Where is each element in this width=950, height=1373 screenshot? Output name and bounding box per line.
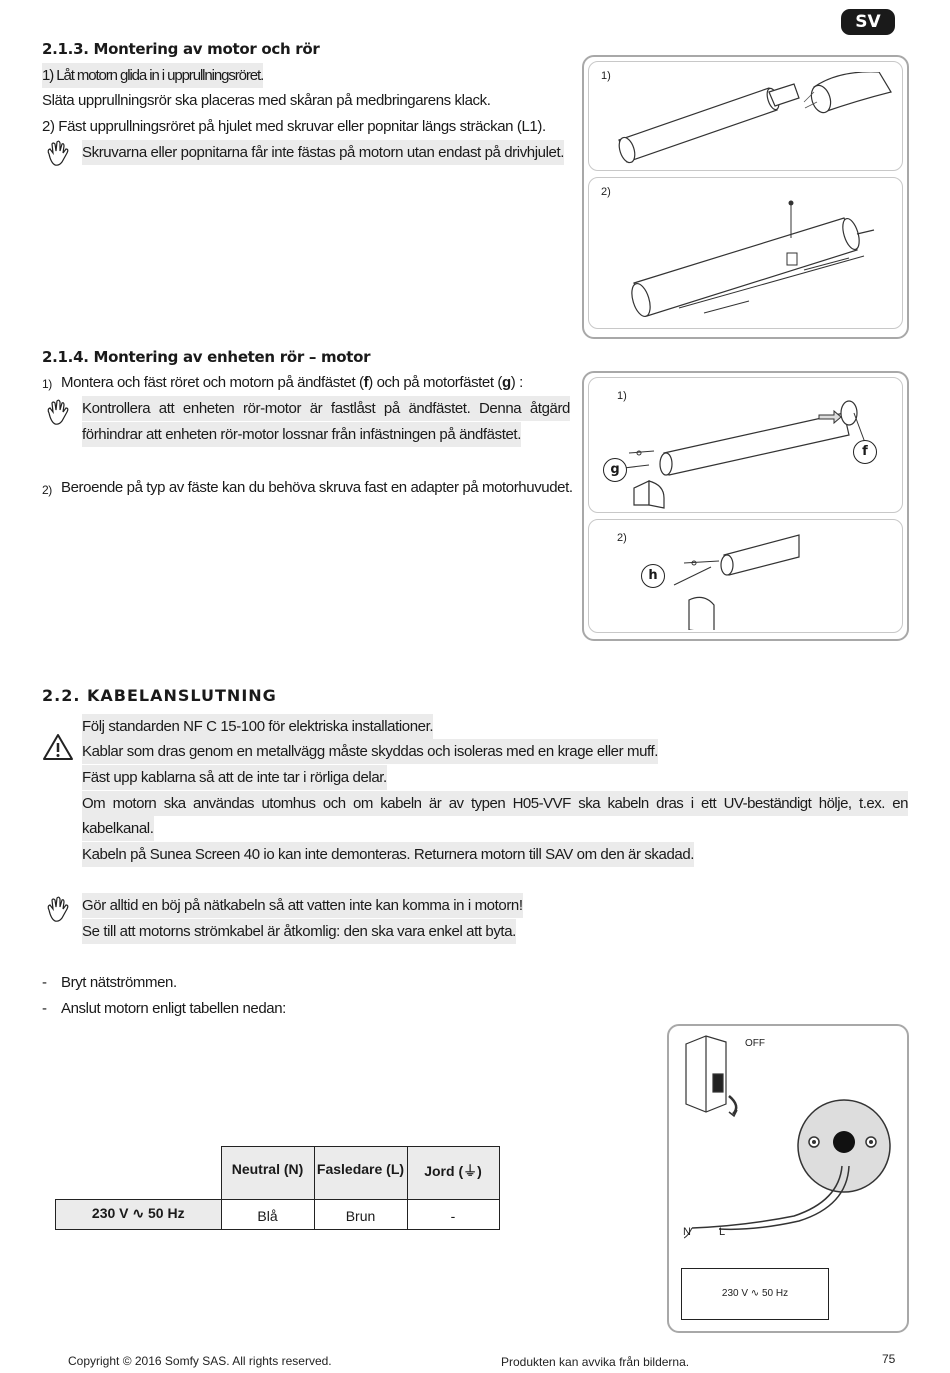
tube-screwing-illustration xyxy=(619,198,889,323)
supply-box xyxy=(681,1268,829,1320)
supply-label: 230 V ∿ 50 Hz xyxy=(721,1288,789,1299)
figure-subpanel-2 xyxy=(588,177,903,329)
footer-copyright: Copyright © 2016 Somfy SAS. All rights reserved. xyxy=(68,1354,332,1368)
s22-warning-3: Fäst upp kablarna så att de inte tar i rörliga delar. xyxy=(82,765,387,790)
bullet-dash: - xyxy=(42,974,47,991)
s22-warning-1: Följ standarden NF C 15-100 för elektriska installationer. xyxy=(82,714,433,739)
s213-line2: Släta upprullningsrör ska placeras med skåran på medbringarens klack. xyxy=(42,92,491,109)
section-heading-2-2: 2.2. KABELANSLUTNING xyxy=(42,686,277,705)
s22-bullet-1: Bryt nätströmmen. xyxy=(61,974,177,991)
table-header-row xyxy=(56,1147,500,1200)
table-header-cell: Fasledare (L) xyxy=(314,1147,407,1200)
s22-note-1: Gör alltid en böj på nätkabeln så att vatten inte kan komma in i motorn! xyxy=(82,893,523,918)
bullet-dash: - xyxy=(42,1000,47,1017)
s214-step1-text-c: ) : xyxy=(510,374,523,391)
table-cell: - xyxy=(407,1199,499,1229)
adapter-illustration xyxy=(649,525,899,630)
s22-bullet-2: Anslut motorn enligt tabellen nedan: xyxy=(61,1000,286,1017)
off-label: OFF xyxy=(745,1038,765,1049)
fig-step-label: 2) xyxy=(617,532,627,544)
table-row xyxy=(56,1199,500,1229)
s214-step1-text-a: Montera och fäst röret och motorn på ändfästet ( xyxy=(61,374,364,391)
s22-warning-5: Kabeln på Sunea Screen 40 io kan inte demonteras. Returnera motorn till SAV om den är skadad. xyxy=(82,842,694,867)
figure-subpanel-1 xyxy=(588,61,903,171)
s213-line3: 2) Fäst upprullningsröret på hjulet med skruvar eller popnitar längs sträckan (L1). xyxy=(42,118,546,135)
s214-step1-text-b: ) och på motorfästet ( xyxy=(368,374,503,391)
language-badge: SV xyxy=(841,9,895,35)
motor-into-tube-illustration xyxy=(609,72,899,167)
callout-f: f xyxy=(853,440,877,464)
s214-step1 xyxy=(61,370,523,395)
callout-h: h xyxy=(641,564,665,588)
table-cell: Brun xyxy=(314,1199,407,1229)
s22-note-2: Se till att motorns strömkabel är åtkomlig: den ska vara enkel att byta. xyxy=(82,919,516,944)
s213-line1: 1) Låt motorn glida in i upprullningsröret. xyxy=(42,63,263,88)
callout-g: g xyxy=(603,458,627,482)
hand-icon xyxy=(44,399,74,427)
connection-table xyxy=(55,1146,500,1230)
s214-step1-f: f xyxy=(363,374,369,391)
neutral-wire-label: N xyxy=(683,1226,691,1238)
page-number: 75 xyxy=(882,1352,896,1366)
fig-step-label: 2) xyxy=(601,186,611,198)
phase-wire-label: L xyxy=(719,1226,726,1238)
fig-step-label: 1) xyxy=(617,390,627,402)
hand-icon xyxy=(44,896,74,924)
motor-head-icon xyxy=(684,1066,894,1241)
table-header-cell: Jord (⏚) xyxy=(407,1147,499,1200)
figure-tube-assembly xyxy=(582,55,909,339)
s214-step1-number: 1) xyxy=(42,377,52,391)
hand-icon xyxy=(44,140,74,168)
s22-warning-4a: Om motorn ska användas utomhus och om kabeln är av typen H05-VVF ska kabeln dras i ett UV-beständigt hölje, t.ex. en xyxy=(82,791,908,816)
s22-warning-2: Kablar som dras genom en metallvägg måste skyddas och isoleras med en krage eller muff. xyxy=(82,739,658,764)
s214-step2-number: 2) xyxy=(42,483,52,497)
fig-step-label: 1) xyxy=(601,70,611,82)
s213-note: Skruvarna eller popnitarna får inte fästas på motorn utan endast på drivhjulet. xyxy=(82,140,564,165)
s22-warning-4b: kabelkanal. xyxy=(82,816,154,841)
table-header-cell: Neutral (N) xyxy=(221,1147,314,1200)
warning-icon xyxy=(42,733,74,761)
section-heading-2-1-4: 2.1.4. Montering av enheten rör – motor xyxy=(42,348,371,366)
table-row-label: 230 V ∿ 50 Hz xyxy=(56,1199,222,1229)
s214-note-line2: förhindrar att enheten rör-motor lossnar från infästningen på ändfästet. xyxy=(82,422,521,447)
s214-step1-g: g xyxy=(502,374,511,391)
figure-wiring xyxy=(667,1024,909,1333)
s214-step2: Beroende på typ av fäste kan du behöva skruva fast en adapter på motorhuvudet. xyxy=(61,479,573,496)
figure-subpanel-2 xyxy=(588,519,903,633)
s214-note-line1: Kontrollera att enheten rör-motor är fastlåst på ändfästet. Denna åtgärd xyxy=(82,396,570,421)
figure-bracket-mounting xyxy=(582,371,909,641)
footer-disclaimer: Produkten kan avvika från bilderna. xyxy=(501,1355,690,1369)
table-empty-cell xyxy=(56,1147,222,1200)
figure-subpanel-1 xyxy=(588,377,903,513)
section-heading-2-1-3: 2.1.3. Montering av motor och rör xyxy=(42,40,320,58)
table-cell: Blå xyxy=(221,1199,314,1229)
